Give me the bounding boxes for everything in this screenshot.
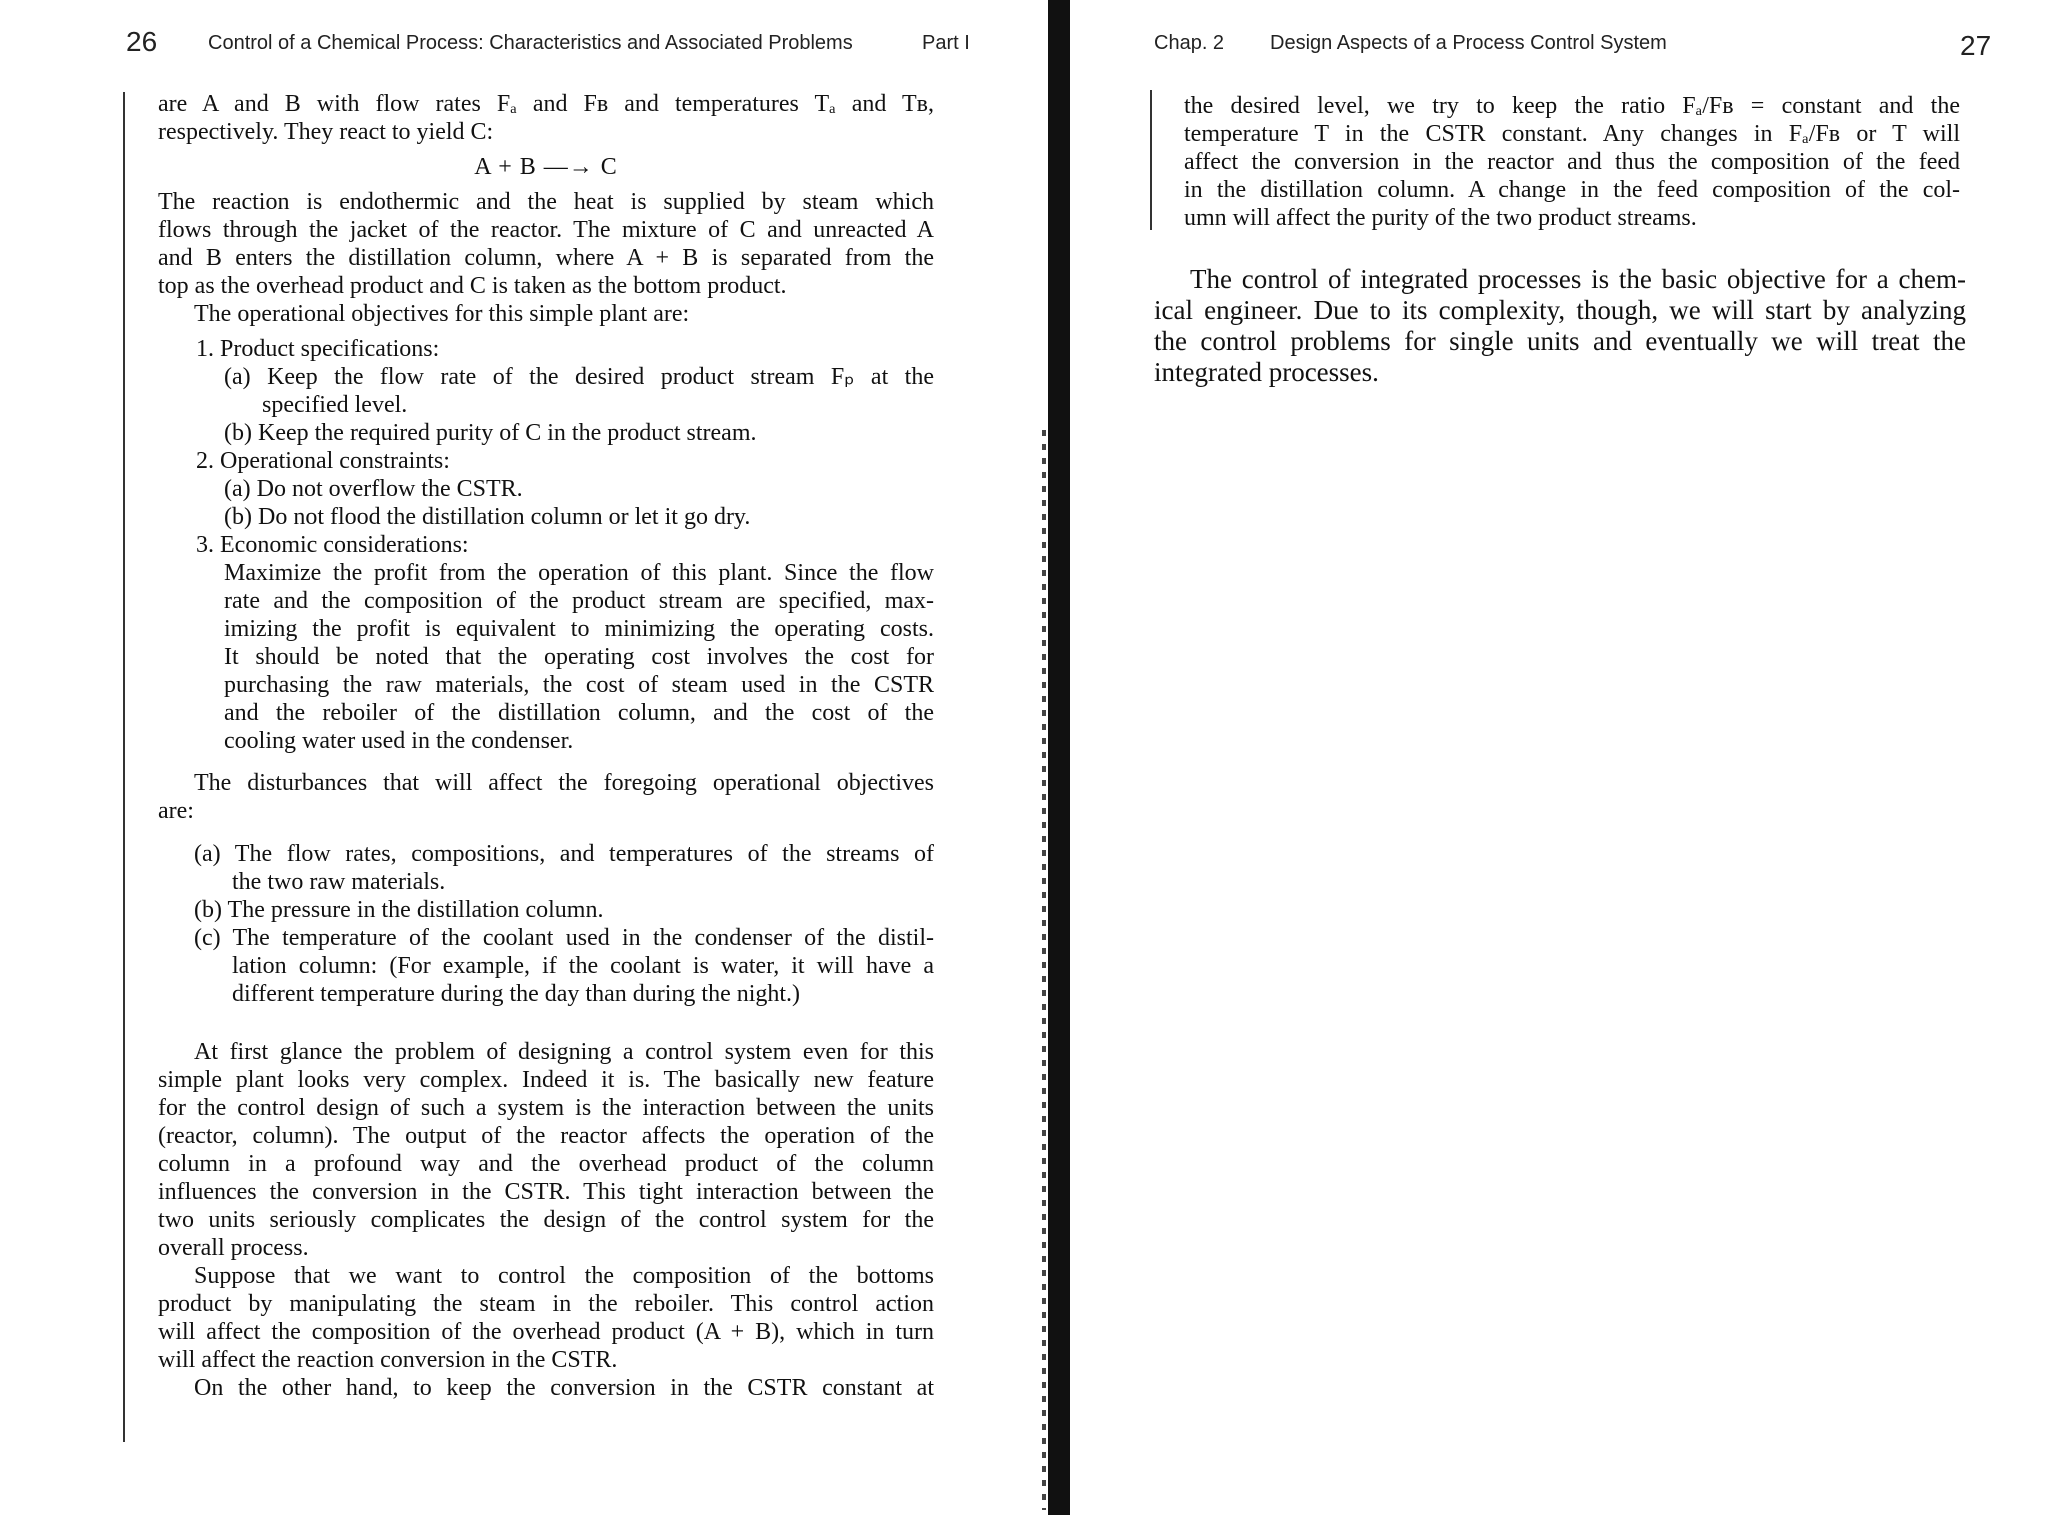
left-body [158, 90, 934, 1402]
text-line: product by manipulating the steam in the reboiler. This control action [158, 1291, 934, 1317]
list-item: (c) The temperature of the coolant used in the condenser of the distil- [194, 925, 934, 951]
text-line: and the reboiler of the distillation column, and the cost of the [224, 700, 934, 726]
page-number-right: 27 [1960, 30, 1992, 61]
text-line: The reaction is endothermic and the heat is supplied by steam which [158, 189, 934, 215]
text-line: The operational objectives for this simple plant are: [194, 301, 690, 327]
text-line: integrated processes. [1154, 357, 1379, 387]
list-item: (a) The flow rates, compositions, and temperatures of the streams of [194, 841, 934, 867]
running-head-left: Control of a Chemical Process: Characteristics and Associated Problems [208, 32, 853, 54]
text-line: The control of integrated processes is the basic objective for a chem- [1190, 264, 1966, 294]
text-line: will affect the reaction conversion in the CSTR. [158, 1347, 618, 1373]
text-line: and B enters the distillation column, where A + B is separated from the [158, 245, 934, 271]
list-item: 2. Operational constraints: [196, 448, 450, 474]
text-line: influences the conversion in the CSTR. This tight interaction between the [158, 1179, 934, 1205]
text-line: for the control design of such a system is the interaction between the units [158, 1095, 934, 1121]
list-item: 1. Product specifications: [196, 336, 440, 362]
right-body [1184, 92, 1960, 232]
list-subitem: (b) Do not flood the distillation column or let it go dry. [224, 504, 751, 530]
list-subitem: (a) Keep the flow rate of the desired product stream Fₚ at the [224, 364, 934, 390]
running-head-right: Design Aspects of a Process Control System [1270, 32, 1667, 54]
text-line: respectively. They react to yield C: [158, 119, 494, 145]
text-line: cooling water used in the condenser. [224, 728, 574, 754]
list-item: lation column: (For example, if the coolant is water, it will have a [232, 953, 934, 979]
list-item: 3. Economic considerations: [196, 532, 469, 558]
right-closing-paragraph [1154, 264, 1966, 388]
list-subitem: specified level. [262, 392, 408, 418]
list-item: different temperature during the day than during the night.) [232, 981, 801, 1007]
margin-bar-right [1150, 90, 1152, 230]
objectives-list [196, 335, 934, 755]
disturbances-list [194, 840, 934, 1008]
text-line: temperature T in the CSTR constant. Any changes in Fₐ/Fʙ or T will [1184, 121, 1960, 147]
text-line: column in a profound way and the overhead product of the column [158, 1151, 934, 1177]
text-line: simple plant looks very complex. Indeed it is. The basically new feature [158, 1067, 934, 1093]
text-line: It should be noted that the operating cost involves the cost for [224, 644, 934, 670]
text-line: the desired level, we try to keep the ratio Fₐ/Fʙ = constant and the [1184, 93, 1960, 119]
text-line: are: [158, 798, 194, 824]
book-spine [1048, 0, 1070, 1515]
list-item: (b) The pressure in the distillation column. [194, 897, 604, 923]
page-number-left: 26 [126, 26, 158, 57]
text-line: imizing the profit is equivalent to minimizing the operating costs. [224, 616, 934, 642]
text-line: will affect the composition of the overhead product (A + B), which in turn [158, 1319, 934, 1345]
text-line: At first glance the problem of designing a control system even for this [194, 1039, 934, 1065]
text-line: rate and the composition of the product stream are specified, max- [224, 588, 934, 614]
reaction-equation: A + B —→ C [474, 154, 618, 180]
text-line: Suppose that we want to control the composition of the bottoms [194, 1263, 934, 1289]
text-line: overall process. [158, 1235, 309, 1261]
text-line: umn will affect the purity of the two product streams. [1184, 205, 1697, 231]
text-line: are A and B with flow rates Fₐ and Fʙ and temperatures Tₐ and Tʙ, [158, 91, 934, 117]
text-line: Maximize the profit from the operation of this plant. Since the flow [224, 560, 934, 586]
text-line: in the distillation column. A change in the feed composition of the col- [1184, 177, 1960, 203]
text-line: two units seriously complicates the design of the control system for the [158, 1207, 934, 1233]
text-line: The disturbances that will affect the foregoing operational objectives [194, 770, 934, 796]
list-item: the two raw materials. [232, 869, 446, 895]
text-line: On the other hand, to keep the conversion in the CSTR constant at [194, 1375, 934, 1401]
text-line: ical engineer. Due to its complexity, though, we will start by analyzing [1154, 295, 1966, 325]
text-line: purchasing the raw materials, the cost of steam used in the CSTR [224, 672, 934, 698]
text-line: the control problems for single units and eventually we will treat the [1154, 326, 1966, 356]
margin-bar-left [123, 92, 125, 1442]
text-line: top as the overhead product and C is taken as the bottom product. [158, 273, 787, 299]
list-subitem: (a) Do not overflow the CSTR. [224, 476, 523, 502]
right-page [1080, 0, 2048, 1515]
text-line: affect the conversion in the reactor and thus the composition of the feed [1184, 149, 1960, 175]
part-label: Part I [922, 32, 970, 54]
chapter-label: Chap. 2 [1154, 32, 1225, 54]
text-line: flows through the jacket of the reactor. The mixture of C and unreacted A [158, 217, 934, 243]
list-subitem: (b) Keep the required purity of C in the product stream. [224, 420, 757, 446]
text-line: (reactor, column). The output of the reactor affects the operation of the [158, 1123, 934, 1149]
